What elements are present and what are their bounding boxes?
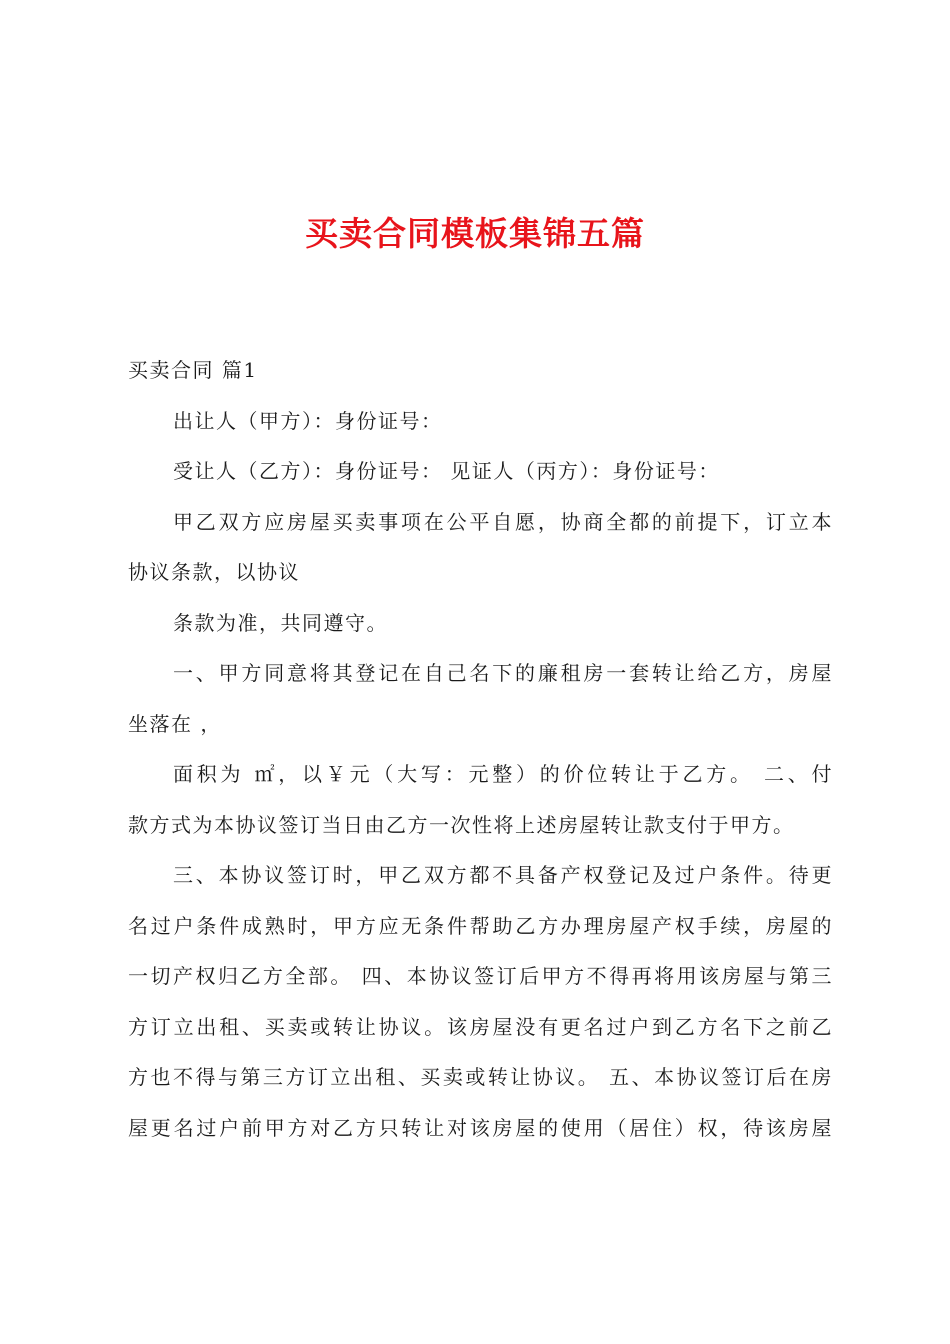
paragraph-line: 协议条款，以协议 [128, 560, 300, 584]
paragraph-line: 坐落在 ， [128, 711, 222, 736]
paragraph-line: 款方式为本协议签订当日由乙方一次性将上述房屋转让款支付于甲方。 [128, 812, 795, 837]
paragraph-line: 屋更名过户前甲方对乙方只转让对该房屋的使用（居住）权，待该房屋 [128, 1115, 833, 1140]
party-a-line: 出让人（甲方）：身份证号： [173, 408, 443, 433]
document-title: 买卖合同模板集锦五篇 [305, 214, 645, 253]
paragraph-line: 一、甲方同意将其登记在自己名下的廉租房一套转让给乙方，房屋 [173, 661, 833, 685]
paragraph-line: 面积为 ㎡，以￥元（大写：元整）的价位转让于乙方。 二、付 [173, 762, 833, 786]
section-heading: 买卖合同 篇1 [128, 358, 258, 382]
paragraph-line: 条款为准，共同遵守。 [173, 610, 388, 635]
paragraph-line: 一切产权归乙方全部。 四、本协议签订后甲方不得再将用该房屋与第三 [128, 964, 833, 988]
paragraph-line: 甲乙双方应房屋买卖事项在公平自愿，协商全都的前提下，订立本 [173, 509, 833, 534]
party-b-line: 受让人（乙方）：身份证号： 见证人（丙方）：身份证号： [173, 459, 720, 483]
paragraph-line: 三、本协议签订时，甲乙双方都不具备产权登记及过户条件。待更 [173, 863, 833, 887]
paragraph-line: 名过户条件成熟时，甲方应无条件帮助乙方办理房屋产权手续，房屋的 [128, 913, 833, 938]
paragraph-line: 方订立出租、买卖或转让协议。该房屋没有更名过户到乙方名下之前乙 [128, 1014, 833, 1039]
paragraph-line: 方也不得与第三方订立出租、买卖或转让协议。 五、本协议签订后在房 [128, 1065, 833, 1089]
document-body [128, 345, 833, 1153]
